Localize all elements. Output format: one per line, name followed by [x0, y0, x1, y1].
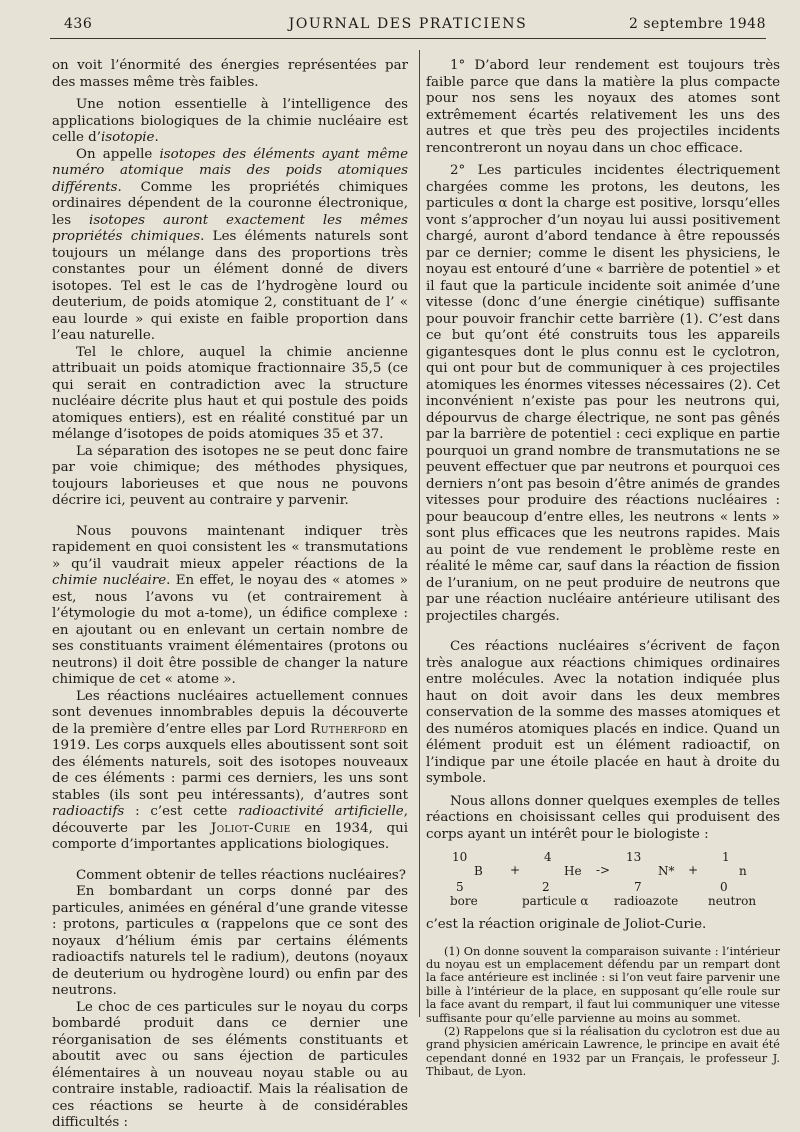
column-divider [419, 50, 420, 1017]
atomic-number: 2 [542, 880, 550, 894]
footnote: (1) On donne souvent la comparaison suivante : l’intérieur du noyau est un emplacement défendu par un rempart dont la face antérieure est inclinée : si l’on veut faire parvenir une bille à l’intérieur de la place, en supposant qu’elle roule sur la face avant du rempart, il faut lui communiquer une vitesse suffisante pour qu’elle parvienne au moins au sommet. [426, 944, 780, 1025]
element-name: bore [450, 894, 478, 908]
paragraph: on voit l’énormité des énergies représentées par des masses même très faibles. [52, 58, 408, 90]
atomic-number: 0 [720, 880, 728, 894]
nuclear-reaction-equation [426, 849, 780, 913]
page-header [50, 14, 766, 39]
element-name: neutron [708, 894, 757, 908]
reaction-arrow: -> [596, 863, 611, 877]
paragraph: Nous allons donner quelques exemples de telles réactions en choisissant celles qui produisent des corps ayant un intérêt pour le biologiste : [426, 793, 780, 842]
element-name: particule α [522, 894, 589, 908]
journal-title: JOURNAL DES PRATICIENS [288, 16, 528, 32]
atomic-number: 7 [634, 880, 642, 894]
mass-number: 1 [722, 850, 730, 864]
mass-number: 4 [544, 850, 552, 864]
right-column [426, 58, 780, 1079]
paragraph: Tel le chlore, auquel la chimie ancienne attribuait un poids atomique fractionnaire 35,5 (ce qui serait en contradiction avec la structure nucléaire décrite plus haut et qui postule des poids atomiques entiers), est en réalité constitué par un mélange d’isotopes de poids atomiques 35 et 37. [52, 344, 408, 442]
footnotes [426, 944, 780, 1079]
paragraph: Ces réactions nucléaires s’écrivent de façon très analogue aux réactions chimiques ordinaires entre molécules. Avec la notation indiquée plus haut on doit avoir dans les deux membres conservation de la somme des masses atomiques et des numéros atomiques placés en indice. Quand un élément produit est un élément radioactif, on l’indique par une étoile placée en haut à droite du symbole. [426, 639, 780, 786]
plus-sign: + [688, 863, 699, 877]
left-column [52, 58, 408, 1132]
mass-number: 10 [452, 850, 468, 864]
paragraph: La séparation des isotopes ne se peut donc faire par voie chimique; des méthodes physiques, toujours laborieuses et que nous ne pouvons décrire ici, peuvent au contraire y parvenir. [52, 443, 408, 508]
paragraph: En bombardant un corps donné par des particules, animées en général d’une grande vitesse : protons, particules α (rappelons que ce sont des noyaux d’hélium émis par certains éléments radioactifs naturels tel le radium), deutons (noyaux de deuterium ou hydrogène lourd) ou enfin par des neutrons. [52, 884, 408, 998]
footnote: (2) Rappelons que si la réalisation du cyclotron est due au grand physicien américain Lawrence, le principe en avait été cependant donné en 1932 par un Français, le professeur J. Thibaut, de Lyon. [426, 1024, 780, 1079]
atomic-number: 5 [456, 880, 464, 894]
section-question: Comment obtenir de telles réactions nucléaires? [76, 867, 406, 883]
paragraph: 1° D’abord leur rendement est toujours très faible parce que dans la matière la plus compacte pour nos sens les noyaux des atomes sont extrêmement écartés relativement les uns des autres et que très peu des projectiles incidents rencontreront un noyau dans un choc efficace. [426, 58, 780, 156]
paragraph: On appelle isotopes des éléments ayant même numéro atomique mais des poids atomiques différents. Comme les propriétés chimiques ordinaires dépendent de la couronne électronique, les isotopes auront exactement les mêmes propriétés chimiques. Les éléments naturels sont toujours un mélange dans des proportions très constantes pour un élément donné de divers isotopes. Tel est le cas de l’hydrogène lourd ou deuterium, de poids atomique 2, constituant de l’ « eau lourde » qui existe en faible proportion dans l’eau naturelle. [52, 146, 408, 343]
issue-date: 2 septembre 1948 [629, 16, 766, 32]
paragraph: Une notion essentielle à l’intelligence des applications biologiques de la chimie nucléaire est celle d’isotopie. [52, 97, 408, 145]
paragraph: c’est la réaction originale de Joliot-Curie. [426, 917, 707, 932]
page-number: 436 [64, 16, 93, 32]
element-name: radioazote [614, 894, 679, 908]
element-symbol: n [739, 864, 747, 878]
paragraph: Le choc de ces particules sur le noyau du corps bombardé produit dans ce dernier une réorganisation de ses éléments constituants et aboutit avec ou sans éjection de particules élémentaires à un nouveau noyau stable ou au contraire instable, radioactif. Mais la réalisation de ces réactions se heurte à de considérables difficultés : [52, 999, 408, 1130]
paragraph: Les réactions nucléaires actuellement connues sont devenues innombrables depuis la découverte de la première d’entre elles par Lord Rutherford en 1919. Les corps auxquels elles aboutissent sont soit des éléments naturels, soit des isotopes nouveaux de ces éléments : parmi ces derniers, les uns sont stables (ils sont peu intéressants), d’autres sont radioactifs : c’est cette radioactivité artificielle, découverte par les Joliot-Curie en 1934, qui comporte d’importantes applications biologiques. [52, 688, 408, 852]
mass-number: 13 [626, 850, 642, 864]
paragraph: Nous pouvons maintenant indiquer très rapidement en quoi consistent les « transmutations » qu’il vaudrait mieux appeler réactions de la chimie nucléaire. En effet, le noyau des « atomes » est, nous l’avons vu (et contrairement à l’étymologie du mot a-tome), un édifice complexe : en ajoutant ou en enlevant un certain nombre de ses constituants vraiment élémentaires (protons ou neutrons) il doit être possible de changer la nature chimique de cet « atome ». [52, 523, 408, 687]
element-symbol: He [564, 864, 582, 878]
plus-sign: + [510, 863, 521, 877]
element-symbol: B [474, 864, 483, 878]
paragraph: 2° Les particules incidentes électriquement chargées comme les protons, les deutons, les particules α dont la charge est positive, lorsqu’elles vont s’approcher d’un noyau lui aussi positivement chargé, auront d’abord tendance à être repoussés par ce dernier; comme le disent les physiciens, le noyau est entouré d’une « barrière de potentiel » et il faut que la particule incidente soit animée d’une vitesse (donc d’une énergie cinétique) suffisante pour pouvoir franchir cette barrière (1). C’est dans ce but qu’ont été construits tous les appareils gigantesques dont le plus connu est le cyclotron, qui ont pour but de communiquer à ces projectiles atomiques les énormes vitesses nécessaires (2). Cet inconvénient n’existe pas pour les neutrons qui, dépourvus de charge électrique, ne sont pas gênés par la barrière de potentiel : ceci explique en partie pourquoi un grand nombre de transmutations ne se peuvent effectuer que par neutrons et pourquoi ces derniers n’ont pas besoin d’être animés de grandes vitesses pour produire des réactions nucléaires : pour beaucoup d’entre elles, les neutrons « lents » sont plus efficaces que les neutrons rapides. Mais au point de vue rendement le problème reste en réalité le même car, sauf dans la réaction de fission de l’uranium, on ne peut produire de neutrons que par une réaction nucléaire antérieure utilisant des projectiles chargés. [426, 163, 780, 624]
element-symbol: N* [658, 864, 675, 878]
